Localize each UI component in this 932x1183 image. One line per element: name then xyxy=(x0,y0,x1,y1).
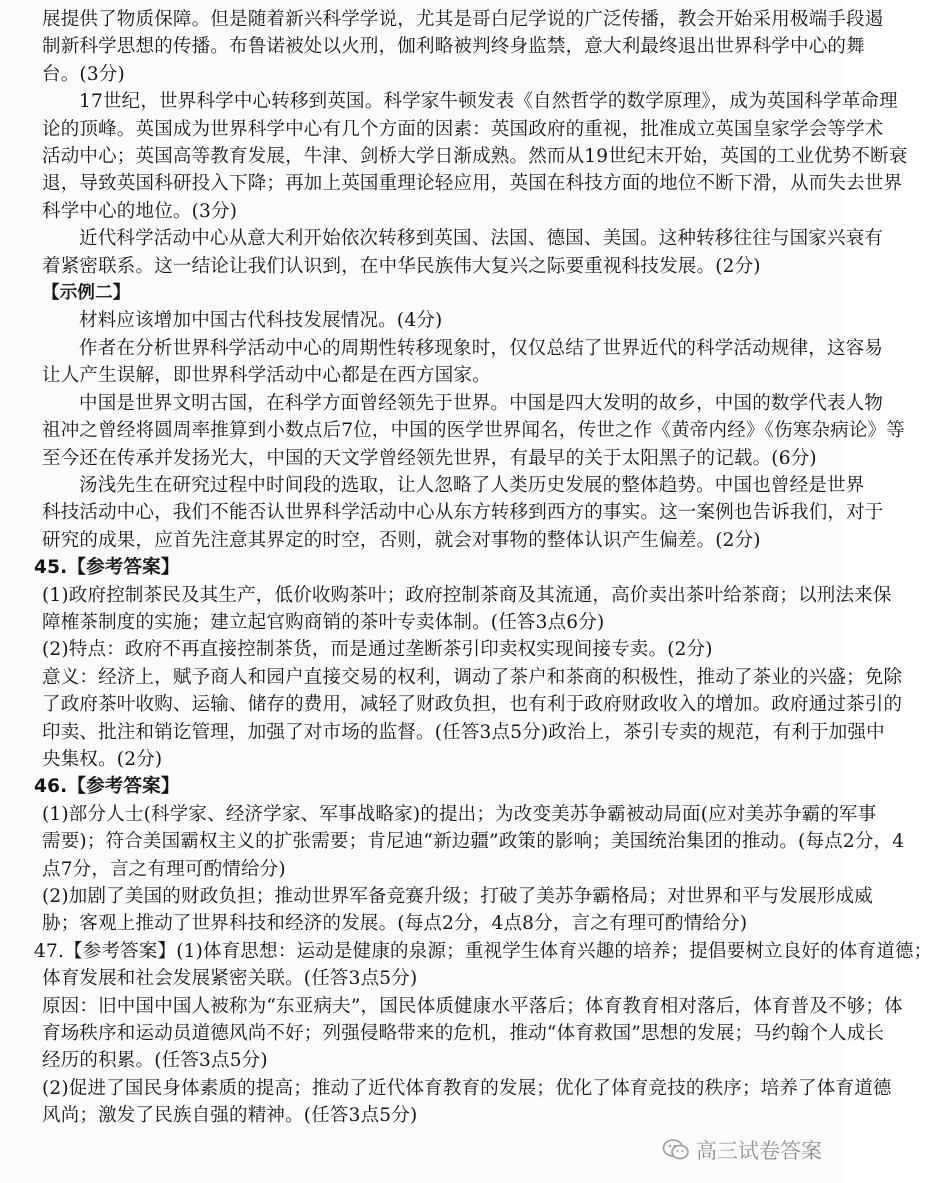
text-line: 障榷茶制度的实施；建立起官购商销的茶叶专卖体制。(任答3点6分) xyxy=(42,611,605,633)
text-line: 至今还在传承并发扬光大，中国的天文学曾经领先世界，有最早的关于太阳黑子的记载。(6分) xyxy=(42,447,817,469)
text-line: 制新科学思想的传播。布鲁诺被处以火刑，伽利略被判终身监禁，意大利最终退出世界科学中心的舞 xyxy=(42,36,865,58)
text-line: 原因：旧中国中国人被称为“东亚病夫”，国民体质健康水平落后；体育教育相对落后，体育普及不够；体 xyxy=(42,995,903,1017)
text-line: 着紧密联系。这一结论让我们认识到，在中华民族伟大复兴之际要重视科技发展。(2分) xyxy=(42,255,761,277)
text-line: 17世纪，世界科学中心转移到英国。科学家牛顿发表《自然哲学的数学原理》，成为英国科学革命理 xyxy=(79,91,898,113)
text-line: 祖冲之曾经将圆周率推算到小数点后7位，中国的医学世界闻名，传世之作《黄帝内经》《伤寒杂病论》等 xyxy=(42,420,905,442)
text-line: 汤浅先生在研究过程中时间段的选取，让人忽略了人类历史发展的整体趋势。中国也曾经是世界 xyxy=(79,474,865,496)
text-line: 科技活动中心，我们不能否认世界科学活动中心从东方转移到西方的事实。这一案例也告诉我们，对于 xyxy=(42,502,884,524)
text-line: (2)加剧了美国的财政负担；推动世界军备竞赛升级；打破了美苏争霸格局；对世界和平与发展形成威 xyxy=(42,886,873,907)
watermark xyxy=(662,1135,822,1165)
text-line: 退，导致英国科研投入下降；再加上英国重理论轻应用，英国在科技方面的地位不断下滑，从而失去世界 xyxy=(42,173,903,195)
example-two-heading: 【示例二】 xyxy=(42,283,131,304)
watermark-text: 高三试卷答案 xyxy=(696,1139,822,1163)
text-line: 了政府茶叶收购、运输、储存的费用，减轻了财政负担，也有利于政府财政收入的增加。政府通过茶引的 xyxy=(42,694,903,716)
text-line: 论的顶峰。英国成为世界科学中心有几个方面的因素：英国政府的重视，批准成立英国皇家学会等学术 xyxy=(42,118,884,140)
text-line: 让人产生误解，即世界科学活动中心都是在西方国家。 xyxy=(42,365,491,387)
text-line: 中国是世界文明古国，在科学方面曾经领先于世界。中国是四大发明的故乡，中国的数学代表人物 xyxy=(79,392,884,414)
text-line: (2)特点：政府不再直接控制茶货，而是通过垄断茶引印卖权实现间接专卖。(2分) xyxy=(42,639,713,661)
text-line: 活动中心；英国高等教育发展，牛津、剑桥大学日渐成熟。然而从19世纪末开始，英国的工业优势不断衰 xyxy=(42,146,908,168)
wechat-icon xyxy=(662,1138,690,1162)
text-line: 近代科学活动中心从意大利开始依次转移到英国、法国、德国、美国。这种转移往往与国家兴衰有 xyxy=(79,228,884,250)
text-line: (2)促进了国民身体素质的提高；推动了近代体育教育的发展；优化了体育竞技的秩序；培养了体育道德 xyxy=(42,1077,892,1099)
text-line: 胁；客观上推动了世界科技和经济的发展。(每点2分，4点8分，言之有理可酌情给分) xyxy=(42,913,748,935)
text-line: 展提供了物质保障。但是随着新兴科学学说，尤其是哥白尼学说的广泛传播，教会开始采用极端手段遏 xyxy=(42,9,884,30)
text-line: 作者在分析世界科学活动中心的周期性转移现象时，仅仅总结了世界近代的科学活动规律，这容易 xyxy=(79,337,884,359)
text-line: 台。(3分) xyxy=(42,63,125,85)
question-46-heading: 46.【参考答案】 xyxy=(34,776,180,798)
text-line: 材料应该增加中国古代科技发展情况。(4分) xyxy=(79,310,443,332)
text-line: 需要)；符合美国霸权主义的扩张需要；肯尼迪“新边疆”政策的影响；美国统治集团的推动。(每点2分，4 xyxy=(42,831,905,853)
text-line: 育场秩序和运动员道德风尚不好；列强侵略带来的危机，推动“体育救国”思想的发展；马约翰个人成长 xyxy=(42,1023,885,1045)
text-line: (1)部分人士(科学家、经济学家、军事战略家)的提出；为改变美苏争霸被动局面(应对美苏争霸的军事 xyxy=(42,803,877,825)
text-line: 研究的成果，应首先注意其界定的时空，否则，就会对事物的整体认识产生偏差。(2分) xyxy=(42,529,761,551)
question-45-heading: 45.【参考答案】 xyxy=(34,557,180,579)
text-line: 印卖、批注和销讫管理，加强了对市场的监督。(任答3点5分)政治上，茶引专卖的规范，有利于加强中 xyxy=(42,721,885,743)
text-line: 风尚；激发了民族自强的精神。(任答3点5分) xyxy=(42,1105,418,1127)
text-line: 央集权。(2分) xyxy=(42,748,163,770)
text-line: 点7分，言之有理可酌情给分) xyxy=(42,858,286,880)
text-line: (1)政府控制茶民及其生产，低价收购茶叶；政府控制茶商及其流通，高价卖出茶叶给茶商；以刑法来保 xyxy=(42,584,892,606)
text-line: 科学中心的地位。(3分) xyxy=(42,200,238,222)
question-47-heading: 47.【参考答案】(1)体育思想：运动是健康的泉源；重视学生体育兴趣的培养；提倡要树立良好的体育道德； xyxy=(34,940,932,962)
text-line: 意义：经济上，赋予商人和园户直接交易的权利，调动了茶户和茶商的积极性，推动了茶业的兴盛；免除 xyxy=(42,666,903,688)
text-line: 经历的积累。(任答3点5分) xyxy=(42,1050,268,1072)
text-line: 体育发展和社会发展紧密关联。(任答3点5分) xyxy=(42,968,418,990)
